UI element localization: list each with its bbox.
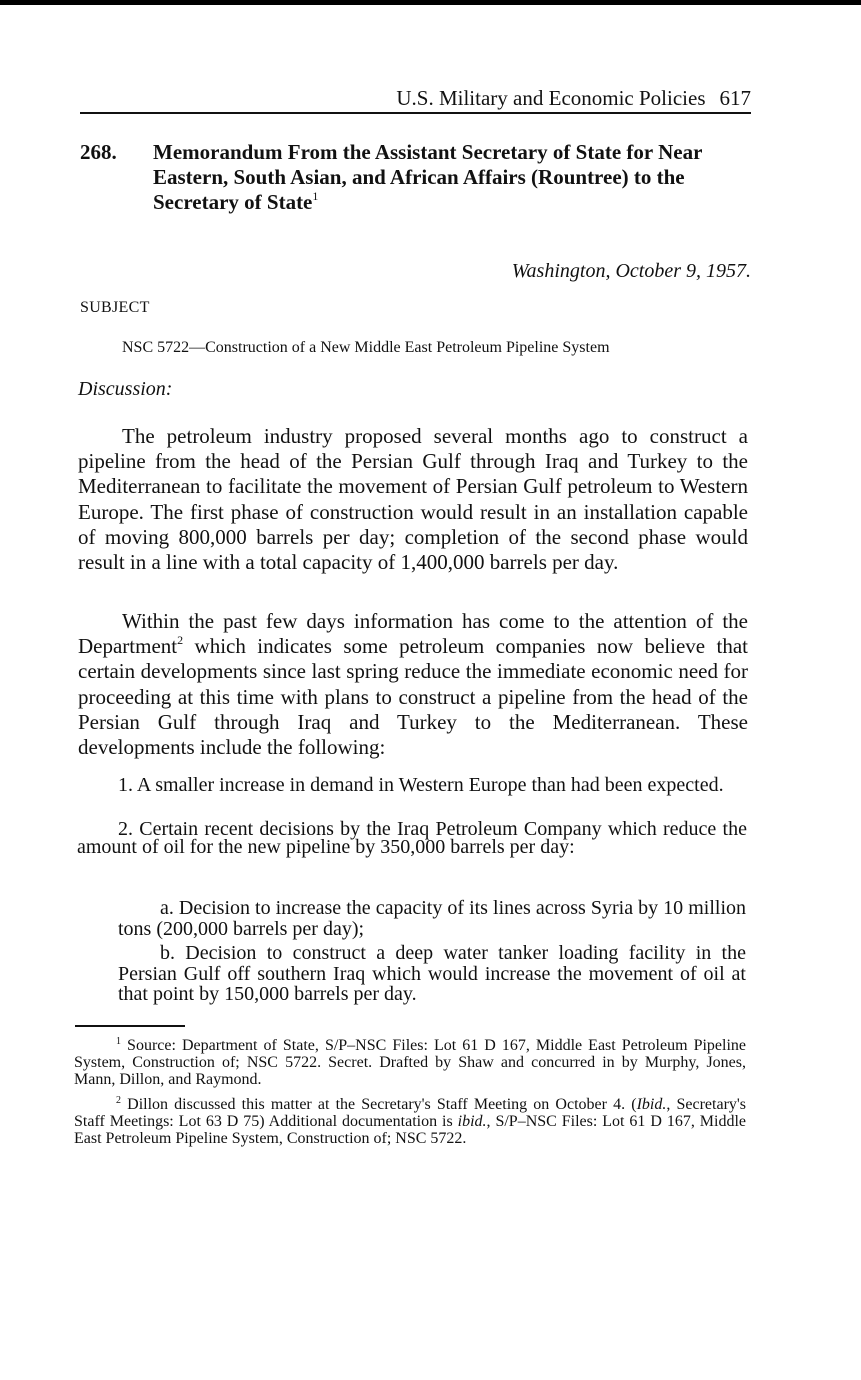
footnote-2: [74, 1096, 746, 1147]
running-head-title: U.S. Military and Economic Policies: [396, 86, 706, 110]
footnote-1-marker: 1: [116, 1036, 121, 1047]
document-title-text: Memorandum From the Assistant Secretary of State for Near Eastern, South Asian, and African Affairs (Rountree) to the Secretary of State: [153, 140, 703, 214]
title-footnote-marker: 1: [312, 189, 319, 203]
footnote-divider: [75, 1025, 185, 1027]
document-title: [153, 140, 753, 215]
footnote-2-ibid-1: Ibid.: [636, 1096, 667, 1113]
paragraph-2-start: Within the past few days information has come to the attention of the Department: [78, 609, 748, 659]
top-scan-border: [0, 0, 861, 5]
footnote-2-part-2: , Secretary's Staff Meetings: Lot 63 D 75) Additional documentation is: [74, 1096, 747, 1130]
list-item-2: 2. Certain recent decisions by the Iraq Petroleum Company which reduce the amount of oil for the new pipeline by 350,000 barrels per day:: [77, 818, 747, 858]
paragraph-2-footnote-marker: 2: [177, 633, 184, 648]
dateline: Washington, October 9, 1957.: [511, 260, 751, 282]
discussion-paragraph-1: The petroleum industry proposed several months ago to construct a pipeline from the head of the Persian Gulf through Iraq and Turkey to the Mediterranean to facilitate the movement of Persian Gulf petroleum to Western Europe. The first phase of construction would result in an installation capable of moving 800,000 barrels per day; completion of the second phase would result in a line with a total capacity of 1,400,000 barrels per day.: [78, 424, 748, 575]
sub-item-b: b. Decision to construct a deep water tanker loading facility in the Persian Gulf off southern Iraq which would increase the movement of oil at that point by 150,000 barrels per day.: [118, 942, 746, 1005]
footnote-1-text: Source: Department of State, S/P–NSC Files: Lot 61 D 167, Middle East Petroleum Pipeline System, Construction of; NSC 5722. Secret. Drafted by Shaw and concurred in by Murphy, Jones, Mann, Dillon, and Raymond.: [74, 1037, 747, 1088]
footnote-2-part-3: , S/P–NSC Files: Lot 61 D 167, Middle East Petroleum Pipeline System, Construction of; NSC 5722.: [74, 1113, 747, 1147]
footnote-2-ibid-2: ibid.: [457, 1113, 487, 1130]
document-number: 268.: [80, 140, 117, 164]
footnote-2-marker: 2: [116, 1095, 121, 1106]
footnote-1: [74, 1037, 746, 1088]
paragraph-2-end: which indicates some petroleum companies now believe that certain developments since last spring reduce the immediate economic need for proceeding at this time with plans to construct a pipeline from the head of the Persian Gulf through Iraq and Turkey to the Mediterranean. These developments include the following:: [78, 634, 748, 760]
sub-item-a: a. Decision to increase the capacity of its lines across Syria by 10 million tons (200,000 barrels per day);: [118, 897, 746, 940]
subject-text: NSC 5722—Construction of a New Middle East Petroleum Pipeline System: [122, 339, 610, 356]
page-number: 617: [719, 86, 751, 110]
footnote-2-part-1: Dillon discussed this matter at the Secretary's Staff Meeting on October 4. (: [127, 1096, 637, 1113]
subject-label: SUBJECT: [80, 299, 150, 316]
discussion-paragraph-2: [78, 609, 748, 760]
list-item-1: 1. A smaller increase in demand in Western Europe than had been expected.: [118, 774, 724, 796]
running-head: [80, 84, 751, 114]
discussion-label: Discussion:: [78, 378, 173, 400]
